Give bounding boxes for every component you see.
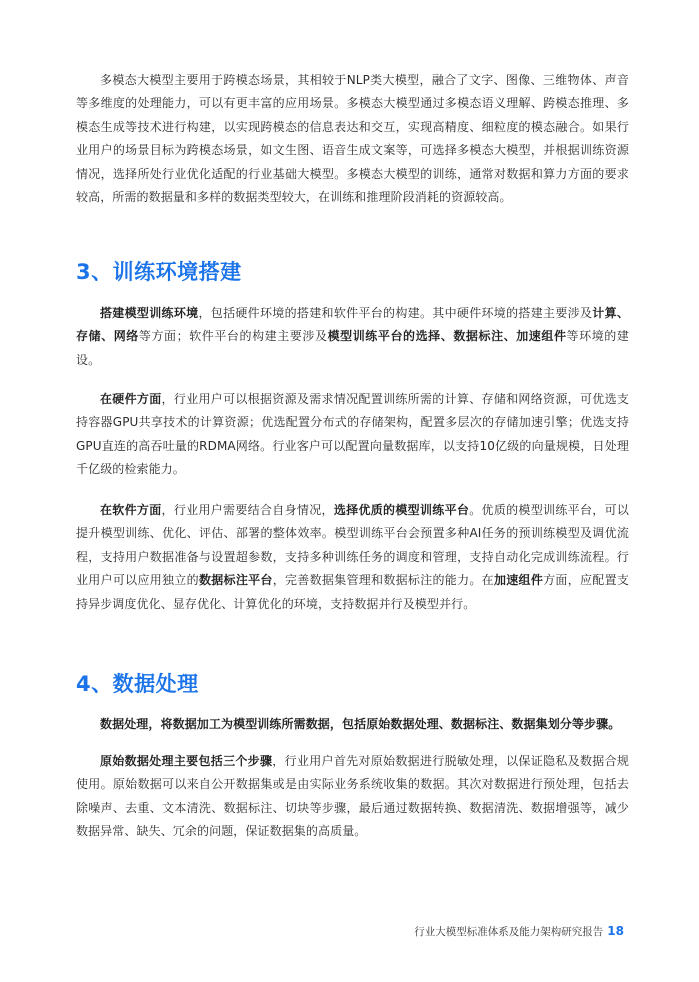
- page-footer: [414, 924, 624, 939]
- bold-text-segment: 模型训练平台的选择、数据标注、加速组件: [327, 329, 567, 344]
- bold-text-segment: 数据标注平台: [198, 573, 273, 588]
- text-segment: 方面，应配置支持异步调度优化、显存优化、计算优化的环境，支持数据并行及模型并行。: [76, 573, 629, 611]
- section-4-paragraph-2: [76, 750, 629, 844]
- bold-text-segment: 搭建模型训练环境: [100, 306, 199, 320]
- bold-text-segment: 选择优质的模型训练平台: [333, 503, 470, 517]
- text-segment: ，行业用户可以根据资源及需求情况配置训练所需的计算、存储和网络资源，可优选支持容器GPU共享技术的计算资源；优选配置分布式的存储架构，配置多层次的存储加速引擎；优选支持GPU直连的高吞吐量的RDMA网络。行业客户可以配置向量数据库，以支持10亿级的向量规模，日处理千亿级的检索能力。: [76, 392, 629, 477]
- text-segment: 等方面；软件平台的构建主要涉及: [138, 329, 328, 344]
- section-4-paragraph-1: [76, 713, 629, 736]
- text-segment: ，行业用户需要结合自身情况，: [161, 503, 334, 517]
- text-segment: ，完善数据集管理和数据标注的能力。在: [272, 573, 494, 588]
- footer-report-title: 行业大模型标准体系及能力架构研究报告: [414, 926, 604, 938]
- intro-paragraph: 多模态大模型主要用于跨模态场景，其相较于NLP类大模型，融合了文字、图像、三维物体、声音等多维度的处理能力，可以有更丰富的应用场景。多模态大模型通过多模态语义理解、跨模态推理、多模态生成等技术进行构建，以实现跨模态的信息表达和交互，实现高精度、细粒度的模态融合。如果行业用户的场景目标为跨模态场景，如文生图、语音生成文案等，可选择多模态大模型，并根据训练资源情况，选择所处行业优化适配的行业基础大模型。多模态大模型的训练，通常对数据和算力方面的要求较高，所需的数据量和多样的数据类型较大，在训练和推理阶段消耗的资源较高。: [76, 73, 629, 205]
- section-3-heading: 3、训练环境搭建: [76, 260, 242, 284]
- text-segment: 等环境的建设。: [76, 329, 629, 367]
- text-segment: 。优质的模型训练平台，可以提升模型训练、优化、评估、部署的整体效率。模型训练平台会预置多种AI任务的预训练模型及调优流程，支持用户数据准备与设置超参数，支持多种训练任务的调度和管理，支持自动化完成训练流程。行业用户可以应用独立的: [76, 503, 629, 588]
- text-segment: ，行业用户首先对原始数据进行脱敏处理，以保证隐私及数据合规使用。原始数据可以来自公开数据集或是由实际业务系统收集的数据。其次对数据进行预处理，包括去除噪声、去重、文本清洗、数据标注、切块等步骤，最后通过数据转换、数据清洗、数据增强等，减少数据异常、缺失、冗余的问题，保证数据集的高质量。: [76, 754, 629, 839]
- section-3-paragraph-software: [76, 499, 629, 616]
- bold-text-segment: 在硬件方面: [100, 392, 162, 406]
- bold-text-segment: 数据处理，将数据加工为模型训练所需数据，包括原始数据处理、数据标注、数据集划分等步骤。: [100, 717, 621, 731]
- bold-text-segment: 加速组件: [493, 573, 544, 588]
- bold-text-segment: 原始数据处理主要包括三个步骤: [100, 754, 273, 768]
- section-4-heading: 4、数据处理: [76, 672, 199, 696]
- page-number: 18: [607, 924, 624, 938]
- bold-text-segment: 在软件方面: [100, 503, 162, 517]
- bold-text-segment: 计算、存储、网络: [76, 306, 629, 344]
- section-3-paragraph-1: [76, 302, 629, 372]
- text-segment: ，包括硬件环境的搭建和软件平台的构建。其中硬件环境的搭建主要涉及: [198, 306, 593, 320]
- section-3-paragraph-hardware: [76, 388, 629, 482]
